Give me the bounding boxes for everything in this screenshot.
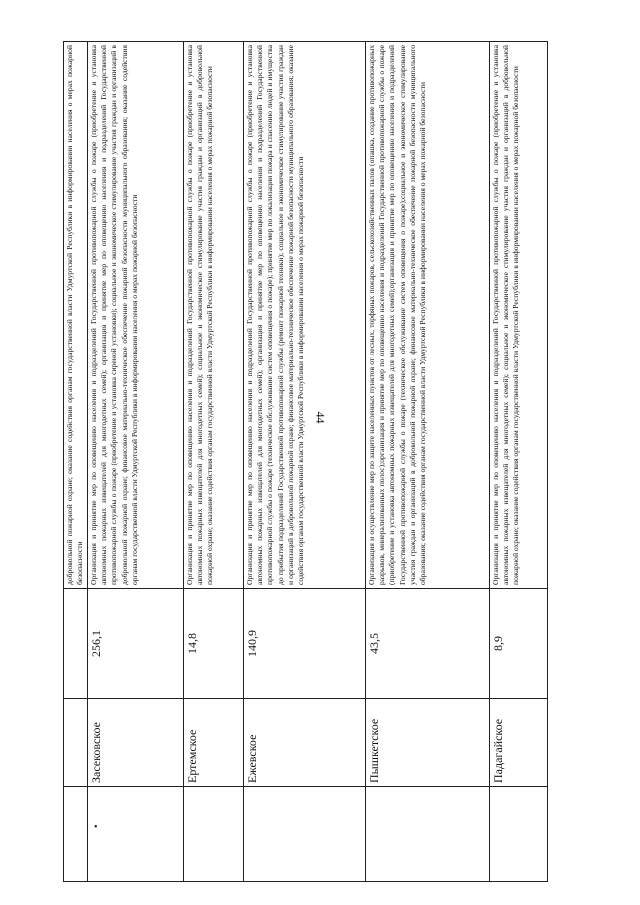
empty-cell: [64, 589, 88, 699]
table-row: [184, 42, 244, 882]
table-row: [88, 42, 184, 882]
municipality-name: Падагайское: [490, 699, 548, 787]
empty-cell: [88, 787, 184, 882]
measure-description: Организация и принятие мер по оповещению населения и подразделений Государственной противопожарной службы о пожаре (приобретение и установка автономных пожарных извещателей для многодетных семей); организация и принятие мер по оповещению населения и подразделений Государственной противопожарной службы о пожаре (техническое обслуживание систем оповещения о пожаре); принятие мер по локализации пожара и спасению людей и имущества до прибытия подразделений Государственной противопожарной службы (ремонт пожарной техники); социальное и экономическое стимулирование участия граждан и организаций в добровольной пожарной охране; финансовое материально-техническое обеспечение пожарной безопасности муниципального образования; оказание содействия органам государственной власти Удмуртской Республики в информировании населения о мерах пожарной безопасности: [244, 42, 366, 589]
empty-cell: [366, 787, 490, 882]
empty-cell: [64, 699, 88, 787]
amount-value: 14,8: [184, 589, 244, 699]
page-number: 44: [313, 411, 328, 424]
table-row: [366, 42, 490, 882]
amount-value: 43,5: [366, 589, 490, 699]
table-row: [490, 42, 548, 882]
continuation-text: добровольной пожарной охране; оказание содействия органам государственной власти Удмуртской Республики в информировании населения о мерах пожарной безопасности: [64, 42, 88, 589]
empty-cell: [184, 787, 244, 882]
municipality-name: Пышкетское: [366, 699, 490, 787]
measure-description: Организация и осуществление мер по защите населенных пунктов от лесных, торфяных пожаров, сельскохозяйственных палов (опашка, создание противопожарных разрывов, минерализованных полос);организация и принятие мер по оповещению населения и подразделений Государственной противопожарной службы о пожаре (приобретение и установка автономных пожарных извещателей для многодетных семей);организация и принятие мер по оповещению населения и подразделений Государственной противопожарной службы о пожаре (техническое обслуживание систем оповещения о пожаре);социальное и экономическое стимулирование участия граждан и организаций в добровольной пожарной охране; финансовое материально-техническое обеспечение пожарной безопасности муниципального образования; оказание содействия органам государственной власти Удмуртской Республики в информировании населения о мерах пожарной безопасности: [366, 42, 490, 589]
table-row: [64, 42, 88, 882]
measure-description: Организация и принятие мер по оповещению населения и подразделений Государственной противопожарной службы о пожаре (приобретение и установка автономных пожарных извещателей для многодетных семей); организация и принятие мер по оповещению населения и подразделений Государственной противопожарной службы о пожаре (приобретение и установка сиреной установки); социальное и экономическое стимулирование участия граждан и организаций в добровольной пожарной охране; финансовое материально-техническое обеспечение пожарной безопасности муниципального образования; оказание содействия органам государственной власти Удмуртской Республики в информировании населения о мерах пожарной безопасности: [88, 42, 184, 589]
municipality-name: Засековское: [88, 699, 184, 787]
measure-description: Организация и принятие мер по оповещению населения и подразделений Государственной противопожарной службы о пожаре (приобретение и установка автономных пожарных извещателей для многодетных семей); социальное и экономическое стимулирование участия граждан и организаций в добровольной пожарной охране; оказание содействия органам государственной власти Удмуртской Республики в информировании населения о мерах пожарной безопасности: [184, 42, 244, 589]
fire-safety-table: [63, 41, 548, 882]
amount-value: 256,1: [88, 589, 184, 699]
empty-cell: [64, 787, 88, 882]
stray-mark: •: [94, 822, 98, 833]
table-row: [244, 42, 366, 882]
measure-description: Организация и принятие мер по оповещению населения и подразделений Государственной противопожарной службы о пожаре (приобретение и установка автономных пожарных извещателей для многодетных семей); социальное и экономическое стимулирование участия граждан и организаций в добровольной пожарной охране; оказание содействия органам государственной власти Удмуртской Республики в информировании населения о мерах пожарной безопасности: [490, 42, 548, 589]
amount-value: 8,9: [490, 589, 548, 699]
empty-cell: [244, 787, 366, 882]
municipality-name: Ежевское: [244, 699, 366, 787]
municipality-name: Ертемское: [184, 699, 244, 787]
rotated-table-container: [63, 42, 521, 882]
empty-cell: [490, 787, 548, 882]
amount-value: 140,9: [244, 589, 366, 699]
